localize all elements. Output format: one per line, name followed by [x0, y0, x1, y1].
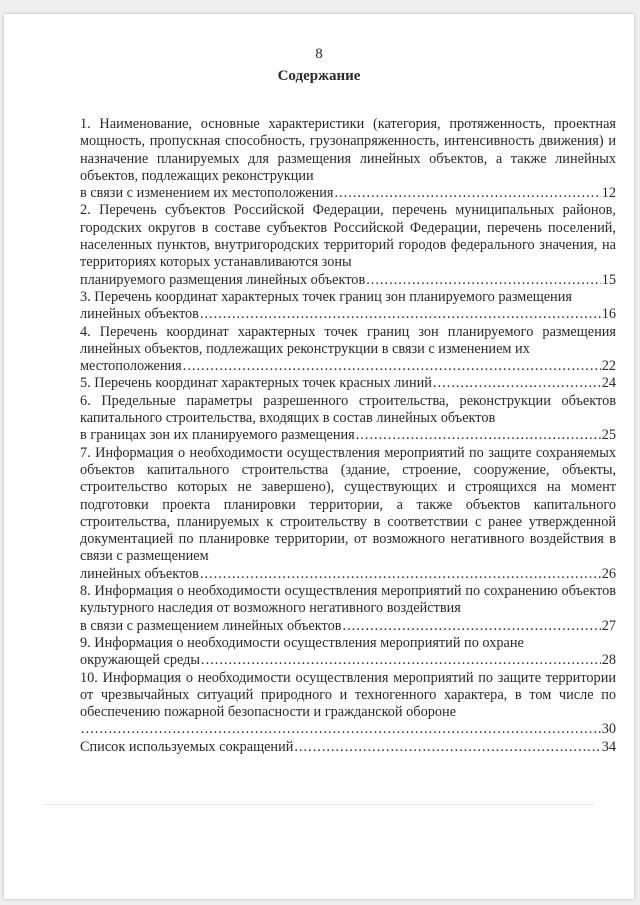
dot-leader [433, 375, 601, 392]
toc-entry-tail: в связи с изменением их местоположения [80, 185, 334, 202]
toc-entry-text: 9. Информация о необходимости осуществления мероприятий по охране [80, 634, 524, 651]
dot-leader [200, 566, 601, 583]
document-page [4, 14, 634, 899]
toc-entry-tail: в связи с размещением линейных объектов [80, 617, 342, 634]
toc-entry-8[interactable] [80, 583, 616, 635]
dot-leader [334, 185, 600, 202]
toc-page-number: 16 [601, 306, 616, 323]
toc-entry-4[interactable] [80, 324, 616, 376]
toc-entry-last-line [80, 566, 616, 583]
toc-page-number: 22 [601, 358, 616, 375]
toc-entry-6[interactable] [80, 393, 616, 445]
toc-entry-text: 7. Информация о необходимости осуществления мероприятий по защите сохраняемых объектов капитального строительства (здание, строение, сооружение, объекты, строительство которых не завершено), существующих и строящихся на момент подготовки проекта планировки территории, а также объектов капитального строительства, планируемых к строительству в соответствии с ранее утвержденной документацией по планировке территории, от возможного негативного воздействия в связи с размещением [80, 444, 616, 565]
toc-entry-tail: линейных объектов [80, 565, 199, 582]
dot-leader [183, 358, 601, 375]
toc-entry-last-line [80, 427, 616, 444]
toc-entry-last-line [80, 652, 616, 669]
toc-entry-text: 10. Информация о необходимости осуществления мероприятий по защите территории от чрезвычайных ситуаций природного и техногенного характера, в том числе по обеспечению пожарной безопасности и гражданской обороне [80, 669, 616, 721]
toc-entry-tail: местоположения [80, 358, 182, 375]
toc-page-number: 27 [601, 617, 616, 634]
toc-entry-2[interactable] [80, 202, 616, 288]
toc-page-number: 30 [601, 721, 616, 738]
toc-entry-10[interactable] [80, 670, 616, 739]
toc-page-number: 34 [601, 738, 616, 755]
dot-leader [294, 739, 600, 756]
toc-entry-tail: планируемого размещения линейных объектов [80, 271, 366, 288]
page-title: Содержание [277, 68, 361, 84]
dot-leader [201, 652, 601, 669]
table-of-contents [80, 116, 616, 756]
toc-entry-text: 3. Перечень координат характерных точек границ зон планируемого размещения [80, 288, 572, 305]
dot-leader [81, 721, 601, 738]
toc-page-number: 12 [601, 185, 616, 202]
toc-entry-text: 1. Наименование, основные характеристики (категория, протяженность, проектная мощность, пропускная способность, грузонапряженность, интенсивность движения) и назначение планируемых для размещения линейных объектов, а также линейных объектов, подлежащих реконструкции [80, 116, 616, 184]
toc-entry-tail: линейных объектов [80, 306, 199, 323]
toc-entry-tail: 5. Перечень координат характерных точек красных линий [80, 375, 432, 392]
toc-entry-text: 8. Информация о необходимости осуществления мероприятий по сохранению объектов культурного наследия от возможного негативного воздействия [80, 583, 616, 617]
footer-divider [44, 804, 594, 805]
toc-entry-last-line [80, 358, 616, 375]
page-number: 8 [315, 46, 323, 62]
toc-entry-tail: Список используемых сокращений [80, 738, 294, 755]
toc-entry-5[interactable] [80, 375, 616, 392]
toc-entry-abbreviations[interactable] [80, 739, 616, 756]
toc-entry-tail: окружающей среды [80, 652, 201, 669]
toc-entry-text: 6. Предельные параметры разрешенного строительства, реконструкции объектов капитального строительства, входящих в состав линейных объектов [80, 392, 616, 427]
toc-entry-tail: в границах зон их планируемого размещения [80, 427, 355, 444]
toc-entry-last-line [80, 739, 616, 756]
dot-leader [366, 272, 601, 289]
dot-leader [343, 618, 601, 635]
toc-page-number: 24 [601, 375, 616, 392]
toc-entry-last-line [80, 272, 616, 289]
dot-leader [200, 306, 601, 323]
toc-page-number: 25 [601, 427, 616, 444]
toc-entry-text: 4. Перечень координат характерных точек границ зон планируемого размещения линейных объектов, подлежащих реконструкции в связи с изменением их [80, 323, 616, 357]
toc-entry-last-line [80, 306, 616, 323]
toc-entry-9[interactable] [80, 635, 616, 670]
toc-page-number: 28 [601, 652, 616, 669]
toc-page-number: 15 [601, 271, 616, 288]
toc-entry-1[interactable] [80, 116, 616, 202]
toc-entry-last-line [80, 721, 616, 738]
toc-entry-3[interactable] [80, 289, 616, 324]
toc-entry-last-line [80, 185, 616, 202]
toc-entry-7[interactable] [80, 445, 616, 583]
toc-entry-last-line [80, 618, 616, 635]
toc-entry-last-line [80, 375, 616, 392]
toc-entry-text: 2. Перечень субъектов Российской Федерации, перечень муниципальных районов, городских округов в составе субъектов Российской Федерации, перечень поселений, населенных пунктов, внутригородских территорий городов федерального значения, на территориях которых устанавливаются зоны [80, 202, 616, 271]
toc-page-number: 26 [601, 565, 616, 582]
dot-leader [356, 427, 601, 444]
